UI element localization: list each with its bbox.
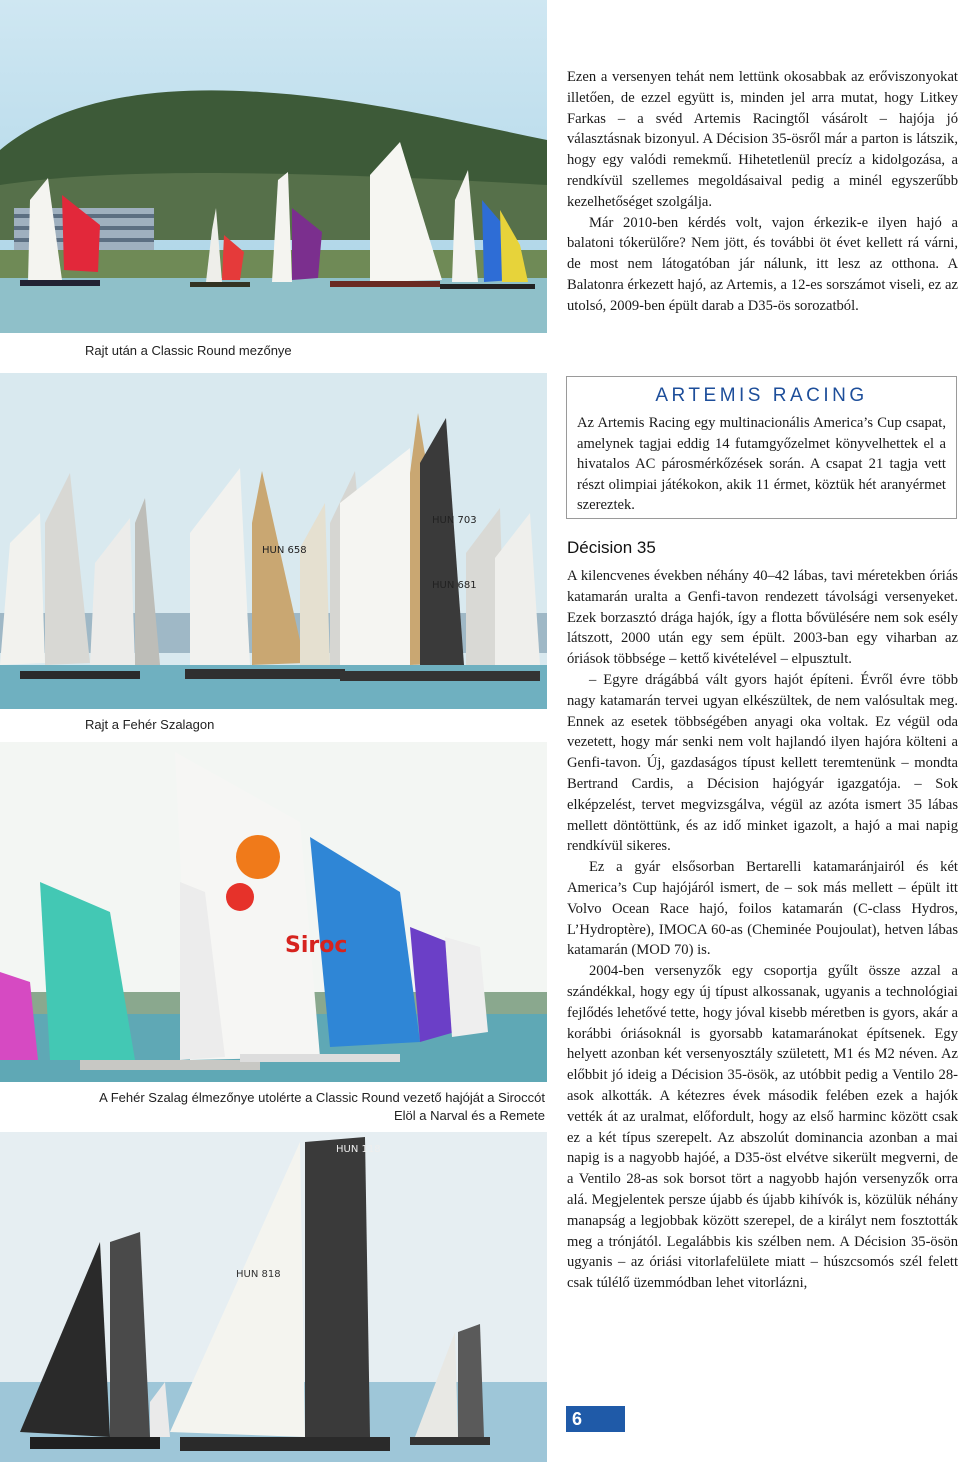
caption-photo-2: Rajt a Fehér Szalagon xyxy=(85,717,215,732)
sailing-photo-4 xyxy=(0,1132,547,1462)
caption-photo-1: Rajt után a Classic Round mezőnye xyxy=(85,343,292,358)
section-column xyxy=(567,566,958,1294)
photo-narval-remete xyxy=(0,1132,547,1462)
intro-paragraph-2: Már 2010-ben kérdés volt, vajon érkezik-e ilyen hajó a balatoni tókerülőre? Nem jött, és további öt évet kellett rá várni, de most nem látogatóban jár nálunk, itt lesz az otthona. A Balatonra érkezett hajó, az Artemis, a 12-es sorszámot viseli, ez az utolsó, 2009-ben épült darab a D35-ös sorozatból. xyxy=(567,214,958,314)
intro-column xyxy=(567,67,958,317)
sailing-photo-3 xyxy=(0,742,547,1082)
section-paragraph-1: A kilencvenes években néhány 40–42 lábas, tavi méretekben óriás katamarán uralta a Genfi-tavon rendezett távolsági versenyeket. Ezek borzasztó drága hajók, így a flotta bővülésére nem sok esély látszott, 2000 után egy sem épült. 2003-ban egy viharban az óriások többsége – kettő kivételével – elpusztult. xyxy=(567,568,958,668)
box-text: Az Artemis Racing egy multinacionális America’s Cup csapat, amelynek tagjai eddig 14 futamgyőzelmet könyvelhettek el a hivatalos AC párosmérkőzések során. A csapat 21 tagja vett részt olimpiai játékokon, akik 11 érmet, köztük hét aranyérmet szereztek. xyxy=(577,415,946,514)
sail-number-703: HUN 703 xyxy=(432,515,477,526)
section-paragraph-3: Ez a gyár elsősorban Bertarelli katamaránjairól és két America’s Cup hajójáról ismert, de – sok más mellett – épült itt Volvo Ocean Race hajó, foilos katamarán (C-class Hydros, L’Hydroptère), IMOCA 60-as (Cheminée Poujoulat), hetven lábas katamarán (MOD 70) is. xyxy=(567,859,958,959)
sail-number-818: HUN 818 xyxy=(236,1269,281,1280)
caption-photo-3-line1: A Fehér Szalag élmezőnye utolérte a Classic Round vezető hajóját a Siroccót xyxy=(99,1090,545,1105)
sailing-photo-2 xyxy=(0,373,547,709)
intro-paragraph-1: Ezen a versenyen tehát nem lettünk okosabbak az erőviszonyokat illetően, de ezzel együtt is, minden jel arra mutat, hogy Litkey Farkas – a svéd Artemis Racingtől vásárolt – hajója jó választásnak bizonyul. A Décision 35-ösről már a parton is látszik, hogy egy valódi remekmű. Hihetetlenül precíz a kidolgozása, a rendkívül szellemes megoldásaival pedig a minél egyszerűbb kezelhetőséget szolgálja. xyxy=(567,69,958,210)
photo-feher-szalag-start xyxy=(0,373,547,709)
sail-number-681: HUN 681 xyxy=(432,580,477,591)
section-paragraph-4: 2004-ben versenyzők egy csoportja gyűlt össze azzal a szándékkal, hogy egy új típust alkossanak, ugyanis a technológiai fejlődés lehetővé tette, hogy jóval kisebb méretben is gyors, akár a korábbi óriásoknál is gyorsabb katamaránokat építsenek. Egy helyett azonban két versenyosztály született, M1 és M2 néven. Az előbbit jó ideig a Décision 35-ösök, az utóbbit pedig a Ventilo 28-asok alkották. A kétezres évek második felében ezek a hajók vették át az uralmat, előfordult, hogy az első harminc között csak ez a két típus szerepelt. Az abszolút dominancia azonban a mai napig is a nagyobb hajóé, a D35-öst elvétve sikerült megverni, de a Ventilo 28-as sok borsot tört a nagyobb hajón versenyzők orra alá. Megjelentek persze újabb és újabb kihívók is, közülük néhány manapság a legjobbak között szerepel, de a királyt nem fosztották meg a trónjától. Legalábbis kis szélben nem. A Décision 35-ösön ugyanis – az óriási vitorlafelülete miatt – húszcsomós szél felett csak túlélő üzemmódban lehet vitorlázni, xyxy=(567,963,958,1292)
photo-feher-szalag-leaders xyxy=(0,742,547,1082)
box-title: ARTEMIS RACING xyxy=(655,385,868,406)
sailing-photo-1 xyxy=(0,0,547,333)
caption-photo-3-line2: Elöl a Narval és a Remete xyxy=(393,1108,545,1123)
sail-number-118: HUN 118 xyxy=(336,1144,381,1155)
artemis-racing-box xyxy=(566,376,957,519)
page-number: 6 xyxy=(566,1406,625,1432)
sail-logo-siroc: Siroc xyxy=(285,933,348,958)
section-title: Décision 35 xyxy=(567,538,656,557)
caption-photo-3 xyxy=(85,1089,545,1125)
section-paragraph-2: – Egyre drágábbá vált gyors hajót építeni. Évről évre több nagy katamarán tervei ugyan elkészültek, de nem valósultak meg. Ennek az esetek többségében anyagi oka voltak. Ez végül oda vezetett, hogy már senki nem volt hajlandó ilyen hajóra költeni a Genfi-tavon. Új, gazdaságos típust kellett teremtenünk – mondta Bertrand Cardis, a Décision hajógyár igazgatója. – Sok elképzelést, tervet megvizsgálva, végül az azóta ismert 35 lábas mellett döntöttünk, és az idő minket igazolt, a hajó a mai napig rendkívül sikeres. xyxy=(567,671,958,855)
sail-number-658: HUN 658 xyxy=(262,545,307,556)
photo-classic-round xyxy=(0,0,547,333)
